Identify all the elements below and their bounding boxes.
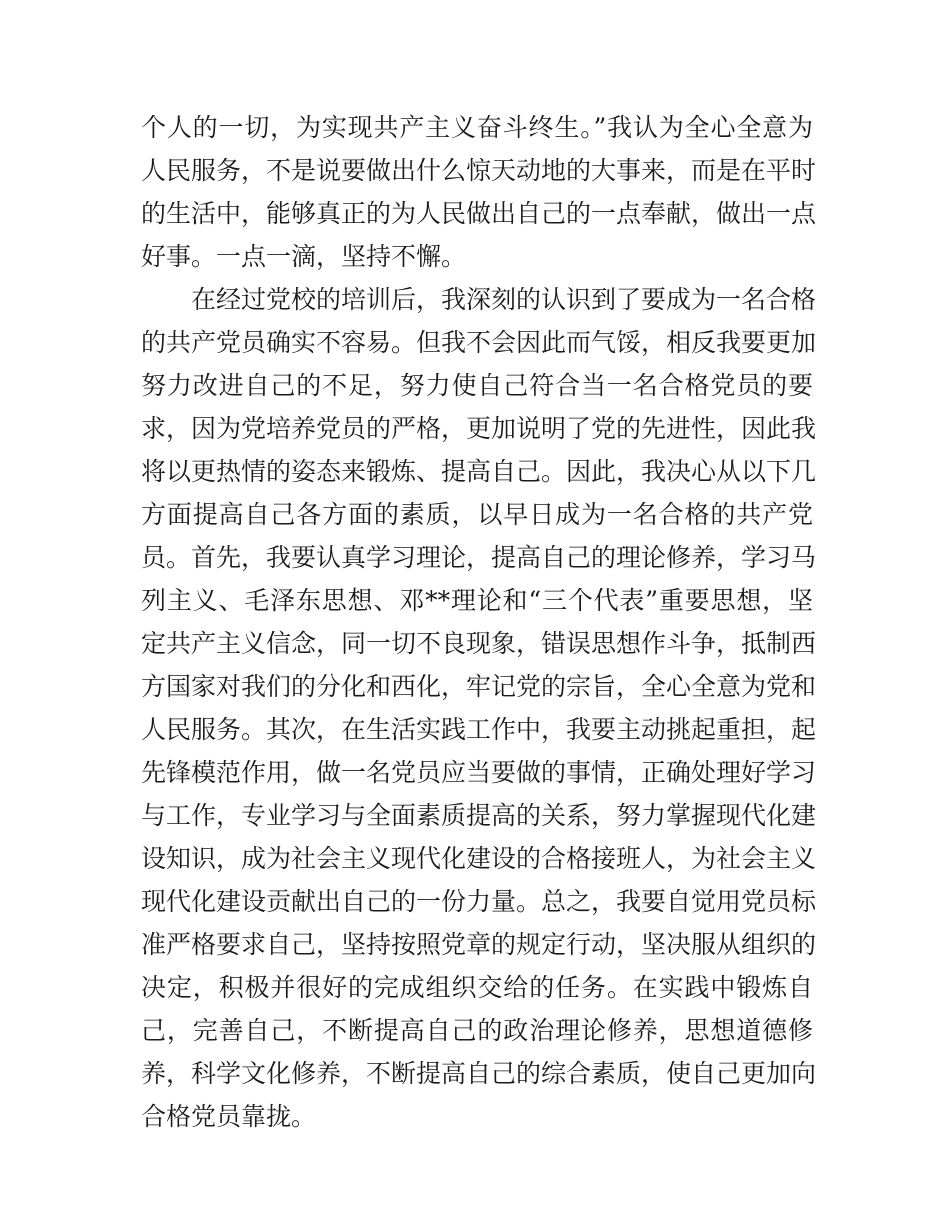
text-line: 方面提高自己各方面的素质，以早日成为一名合格的共产党 <box>141 500 813 529</box>
text-line: 人民服务，不是说要做出什么惊天动地的大事来，而是在平时 <box>141 156 817 185</box>
text-line: 将以更热情的姿态来锻炼、提高自己。因此，我决心从以下几 <box>141 457 817 486</box>
text-line: 列主义、毛泽东思想、邓**理论和“三个代表”重要思想，坚 <box>141 586 813 615</box>
text-line: 的共产党员确实不容易。但我不会因此而气馁，相反我要更加 <box>141 328 817 357</box>
text-line: 合格党员靠拢。 <box>141 1102 317 1131</box>
text-line: 好事。一点一滴，坚持不懈。 <box>141 242 467 271</box>
text-line: 努力改进自己的不足，努力使自己符合当一名合格党员的要 <box>141 371 813 400</box>
paragraph-start-line: 在经过党校的培训后，我深刻的认识到了要成为一名合格 <box>191 285 817 314</box>
text-line: 设知识，成为社会主义现代化建设的合格接班人，为社会主义 <box>141 844 817 873</box>
text-line: 决定，积极并很好的完成组织交给的任务。在实践中锻炼自 <box>141 973 813 1002</box>
text-line: 方国家对我们的分化和西化，牢记党的宗旨，全心全意为党和 <box>141 672 817 701</box>
text-line: 员。首先，我要认真学习理论，提高自己的理论修养，学习马 <box>141 543 817 572</box>
text-line: 定共产主义信念，同一切不良现象，错误思想作斗争，抵制西 <box>141 629 817 658</box>
body-text <box>141 106 817 1138</box>
text-line: 人民服务。其次，在生活实践工作中，我要主动挑起重担，起 <box>141 715 817 744</box>
text-line: 己，完善自己，不断提高自己的政治理论修养，思想道德修 <box>141 1016 813 1045</box>
text-line: 个人的一切，为实现共产主义奋斗终生。”我认为全心全意为 <box>141 113 813 142</box>
text-line: 求，因为党培养党员的严格，更加说明了党的先进性，因此我 <box>141 414 817 443</box>
text-line: 先锋模范作用，做一名党员应当要做的事情，正确处理好学习 <box>141 758 817 787</box>
text-line: 的生活中，能够真正的为人民做出自己的一点奉献，做出一点 <box>141 199 817 228</box>
text-line: 与工作，专业学习与全面素质提高的关系，努力掌握现代化建 <box>141 801 817 830</box>
text-line: 养，科学文化修养，不断提高自己的综合素质，使自己更加向 <box>141 1059 817 1088</box>
text-line: 准严格要求自己，坚持按照党章的规定行动，坚决服从组织的 <box>141 930 817 959</box>
text-line: 现代化建设贡献出自己的一份力量。总之，我要自觉用党员标 <box>141 887 817 916</box>
